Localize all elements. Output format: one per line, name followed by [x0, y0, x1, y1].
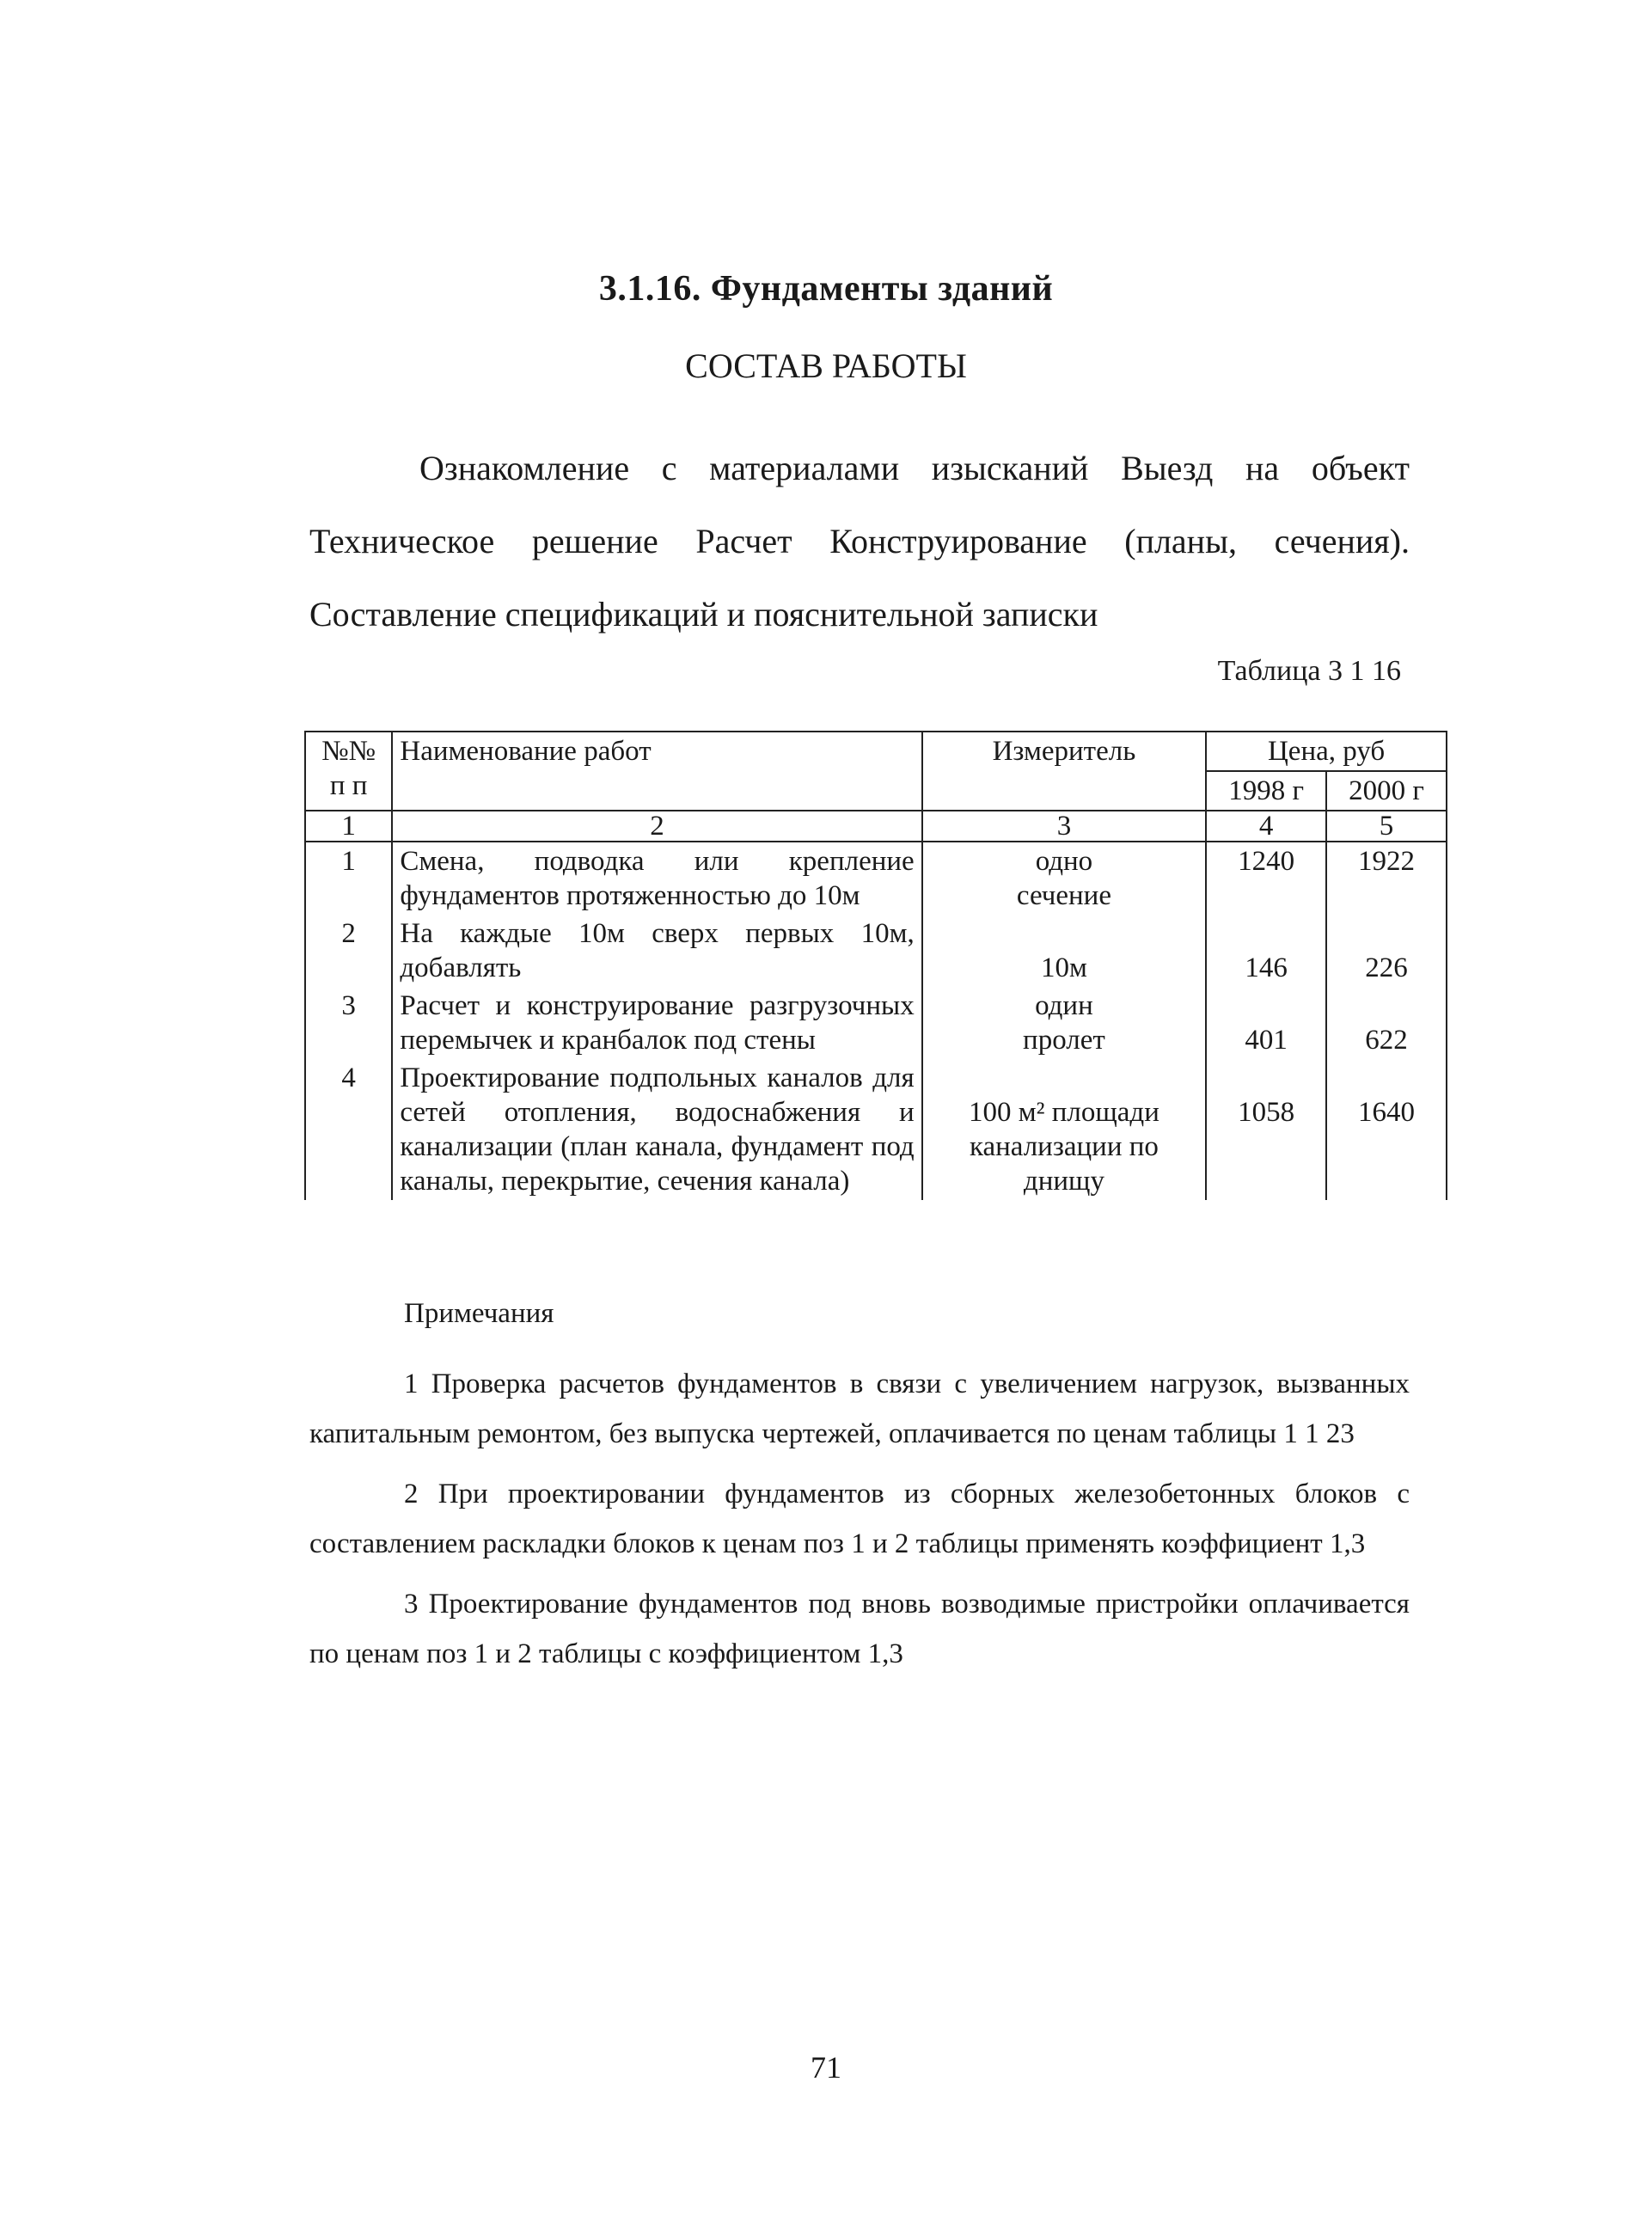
table-header-row — [305, 732, 1447, 771]
row-price-2000 — [1326, 915, 1447, 987]
row-work-name: Смена, подводка или крепление фундаментов протяженностью до 10м — [392, 842, 921, 915]
header-year-1998: 1998 г — [1206, 771, 1326, 811]
row-price-value: 226 — [1365, 952, 1408, 983]
row-work-name: Проектирование подпольных каналов для сетей отопления, водоснабжения и канализации (план канала, фундамент под каналы, перекрытие, сечения канала) — [392, 1059, 921, 1200]
row-price-value: 1058 — [1238, 1097, 1295, 1128]
row-unit-line: 100 м² площади канализации по днищу — [968, 1097, 1159, 1197]
note-item: 2 При проектировании фундаментов из сборных железобетонных блоков с составлением раскладки блоков к ценам поз 1 и 2 таблицы применять коэффициент 1,3 — [309, 1479, 1410, 1559]
row-unit — [922, 915, 1206, 987]
section-title: 3.1.16. Фундаменты зданий — [598, 269, 1054, 309]
table-caption: Таблица 3 1 16 — [1217, 655, 1401, 687]
row-unit-line — [930, 916, 1198, 951]
header-price: Цена, руб — [1206, 732, 1447, 771]
row-price-1998: 1240 — [1206, 842, 1326, 915]
row-unit — [922, 842, 1206, 915]
column-index-row — [305, 811, 1447, 842]
row-price-2000 — [1326, 1059, 1447, 1200]
row-number: 3 — [305, 987, 392, 1059]
work-composition-text: Ознакомление с материалами изысканий Выезд на объект Техническое решение Расчет Конструирование (планы, сечения). Составление спецификаций и пояснительной записки — [309, 449, 1410, 634]
column-index: 3 — [922, 811, 1206, 842]
table-row — [305, 1059, 1447, 1200]
row-price-value: 401 — [1245, 1025, 1288, 1056]
row-number: 4 — [305, 1059, 392, 1200]
table-row — [305, 842, 1447, 915]
row-unit-line — [930, 1061, 1198, 1095]
note-item: 3 Проектирование фундаментов под вновь возводимые пристройки оплачивается по ценам поз 1 и 2 таблицы с коэффициентом 1,3 — [309, 1589, 1410, 1669]
row-price-value: 1640 — [1358, 1097, 1416, 1128]
notes-title: Примечания — [404, 1298, 554, 1329]
note-item: 1 Проверка расчетов фундаментов в связи с увеличением нагрузок, вызванных капитальным ремонтом, без выпуска чертежей, оплачивается по ценам таблицы 1 1 23 — [309, 1369, 1410, 1449]
row-number: 1 — [305, 842, 392, 915]
row-unit-line: 10м — [1040, 952, 1087, 983]
column-index: 2 — [392, 811, 921, 842]
row-price-1998 — [1206, 987, 1326, 1059]
header-unit: Измеритель — [922, 732, 1206, 811]
column-index: 4 — [1206, 811, 1326, 842]
row-unit-line: одно — [1035, 846, 1093, 877]
notes-section — [309, 1298, 1410, 1689]
row-unit — [922, 987, 1206, 1059]
price-table — [304, 731, 1447, 1200]
row-price-value: 146 — [1245, 952, 1288, 983]
header-num: №№ п п — [305, 732, 392, 811]
row-unit-line: сечение — [1016, 880, 1111, 911]
header-name: Наименование работ — [392, 732, 921, 811]
row-unit-line: один — [1035, 990, 1093, 1021]
row-unit — [922, 1059, 1206, 1200]
row-number: 2 — [305, 915, 392, 987]
header-year-2000: 2000 г — [1326, 771, 1447, 811]
table-row — [305, 987, 1447, 1059]
row-price-1998 — [1206, 915, 1326, 987]
row-price-value: 622 — [1365, 1025, 1408, 1056]
page-number: 71 — [811, 2050, 841, 2085]
row-price-2000: 1922 — [1326, 842, 1447, 915]
row-price-2000 — [1326, 987, 1447, 1059]
row-unit-line: пролет — [1023, 1025, 1105, 1056]
row-price-1998 — [1206, 1059, 1326, 1200]
column-index: 5 — [1326, 811, 1447, 842]
work-composition-heading: СОСТАВ РАБОТЫ — [685, 346, 967, 385]
column-index: 1 — [305, 811, 392, 842]
row-work-name: Расчет и конструирование разгрузочных перемычек и кранбалок под стены — [392, 987, 921, 1059]
row-work-name: На каждые 10м сверх первых 10м, добавлять — [392, 915, 921, 987]
table-row — [305, 915, 1447, 987]
